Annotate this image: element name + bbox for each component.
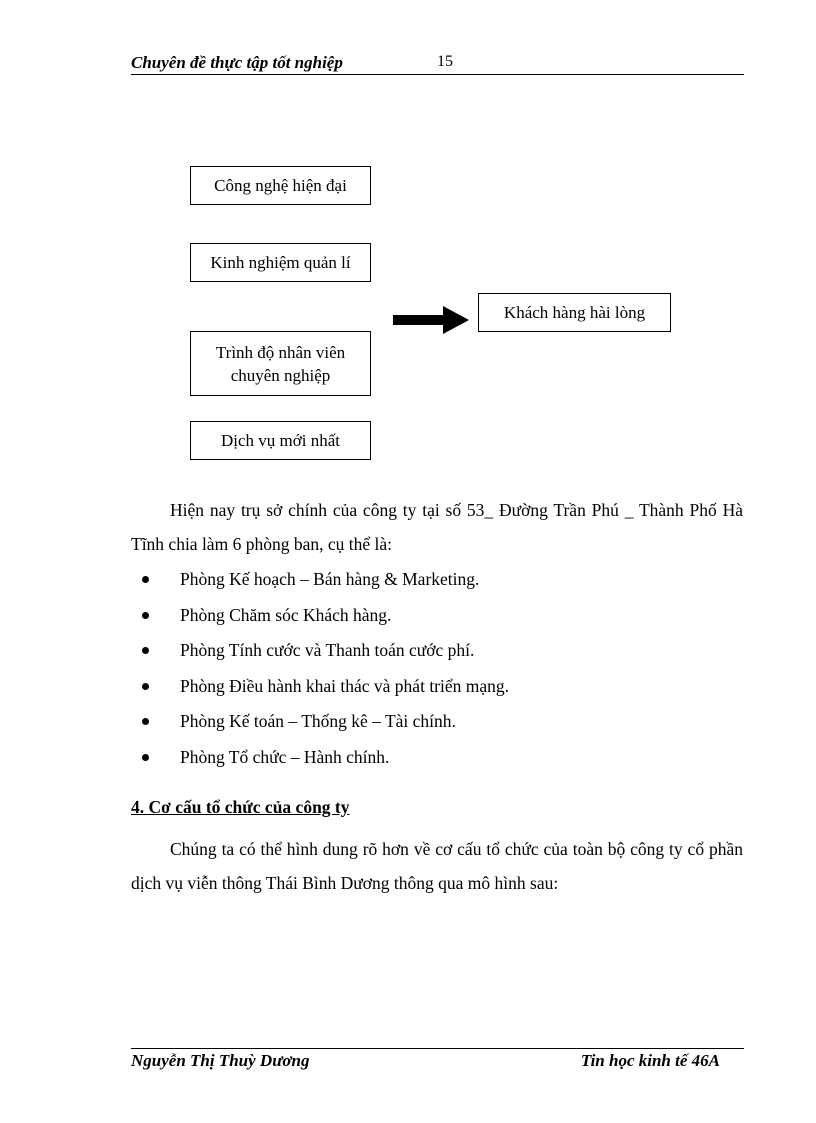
right-arrow-icon — [393, 306, 469, 334]
page-header — [131, 52, 744, 75]
factor-label: Công nghệ hiện đại — [214, 176, 347, 195]
bullet-icon — [142, 718, 149, 725]
factor-label: Kinh nghiệm quản lí — [210, 253, 351, 272]
list-item — [131, 741, 743, 777]
factor-label: Dịch vụ mới nhất — [221, 431, 340, 450]
department-label: Phòng Tính cước và Thanh toán cước phí. — [180, 640, 475, 661]
document-title: Chuyên đề thực tập tốt nghiệp — [131, 53, 343, 72]
result-box-satisfied-customers — [478, 293, 671, 332]
structure-paragraph: Chúng ta có thể hình dung rõ hơn về cơ cấu tổ chức của toàn bộ công ty cổ phần dịch vụ viễn thông Thái Bình Dương thông qua mô hình sau: — [131, 839, 743, 893]
page-number: 15 — [437, 53, 453, 70]
bullet-icon — [142, 754, 149, 761]
factor-box-management — [190, 243, 371, 282]
bullet-icon — [142, 683, 149, 690]
bullet-icon — [142, 576, 149, 583]
section-heading: 4. Cơ cấu tổ chức của công ty — [131, 797, 350, 817]
list-item — [131, 563, 743, 599]
factor-box-services — [190, 421, 371, 460]
result-label: Khách hàng hài lòng — [503, 303, 646, 322]
department-label: Phòng Kế toán – Thống kê – Tài chính. — [180, 711, 456, 732]
factor-label: Trình độ nhân viên chuyên nghiệp — [215, 342, 346, 385]
department-label: Phòng Điều hành khai thác và phát triển mạng. — [180, 675, 510, 696]
list-item — [131, 705, 743, 741]
intro-paragraph: Hiện nay trụ sở chính của công ty tại số 53_ Đường Trần Phú _ Thành Phố Hà Tĩnh chia làm 6 phòng ban, cụ thể là: — [131, 500, 743, 554]
bullet-icon — [142, 612, 149, 619]
department-label: Phòng Tổ chức – Hành chính. — [180, 746, 390, 767]
factor-box-technology — [190, 166, 371, 205]
bullet-icon — [142, 647, 149, 654]
department-list — [131, 563, 743, 777]
author-name: Nguyễn Thị Thuỳ Dương — [131, 1051, 310, 1070]
class-name: Tin học kinh tế 46A — [580, 1051, 720, 1070]
department-label: Phòng Kế hoạch – Bán hàng & Marketing. — [180, 569, 480, 589]
list-item — [131, 634, 743, 670]
list-item — [131, 599, 743, 635]
list-item — [131, 670, 743, 706]
page-footer — [131, 1048, 744, 1077]
factor-box-staff — [190, 331, 371, 396]
department-label: Phòng Chăm sóc Khách hàng. — [180, 604, 392, 625]
